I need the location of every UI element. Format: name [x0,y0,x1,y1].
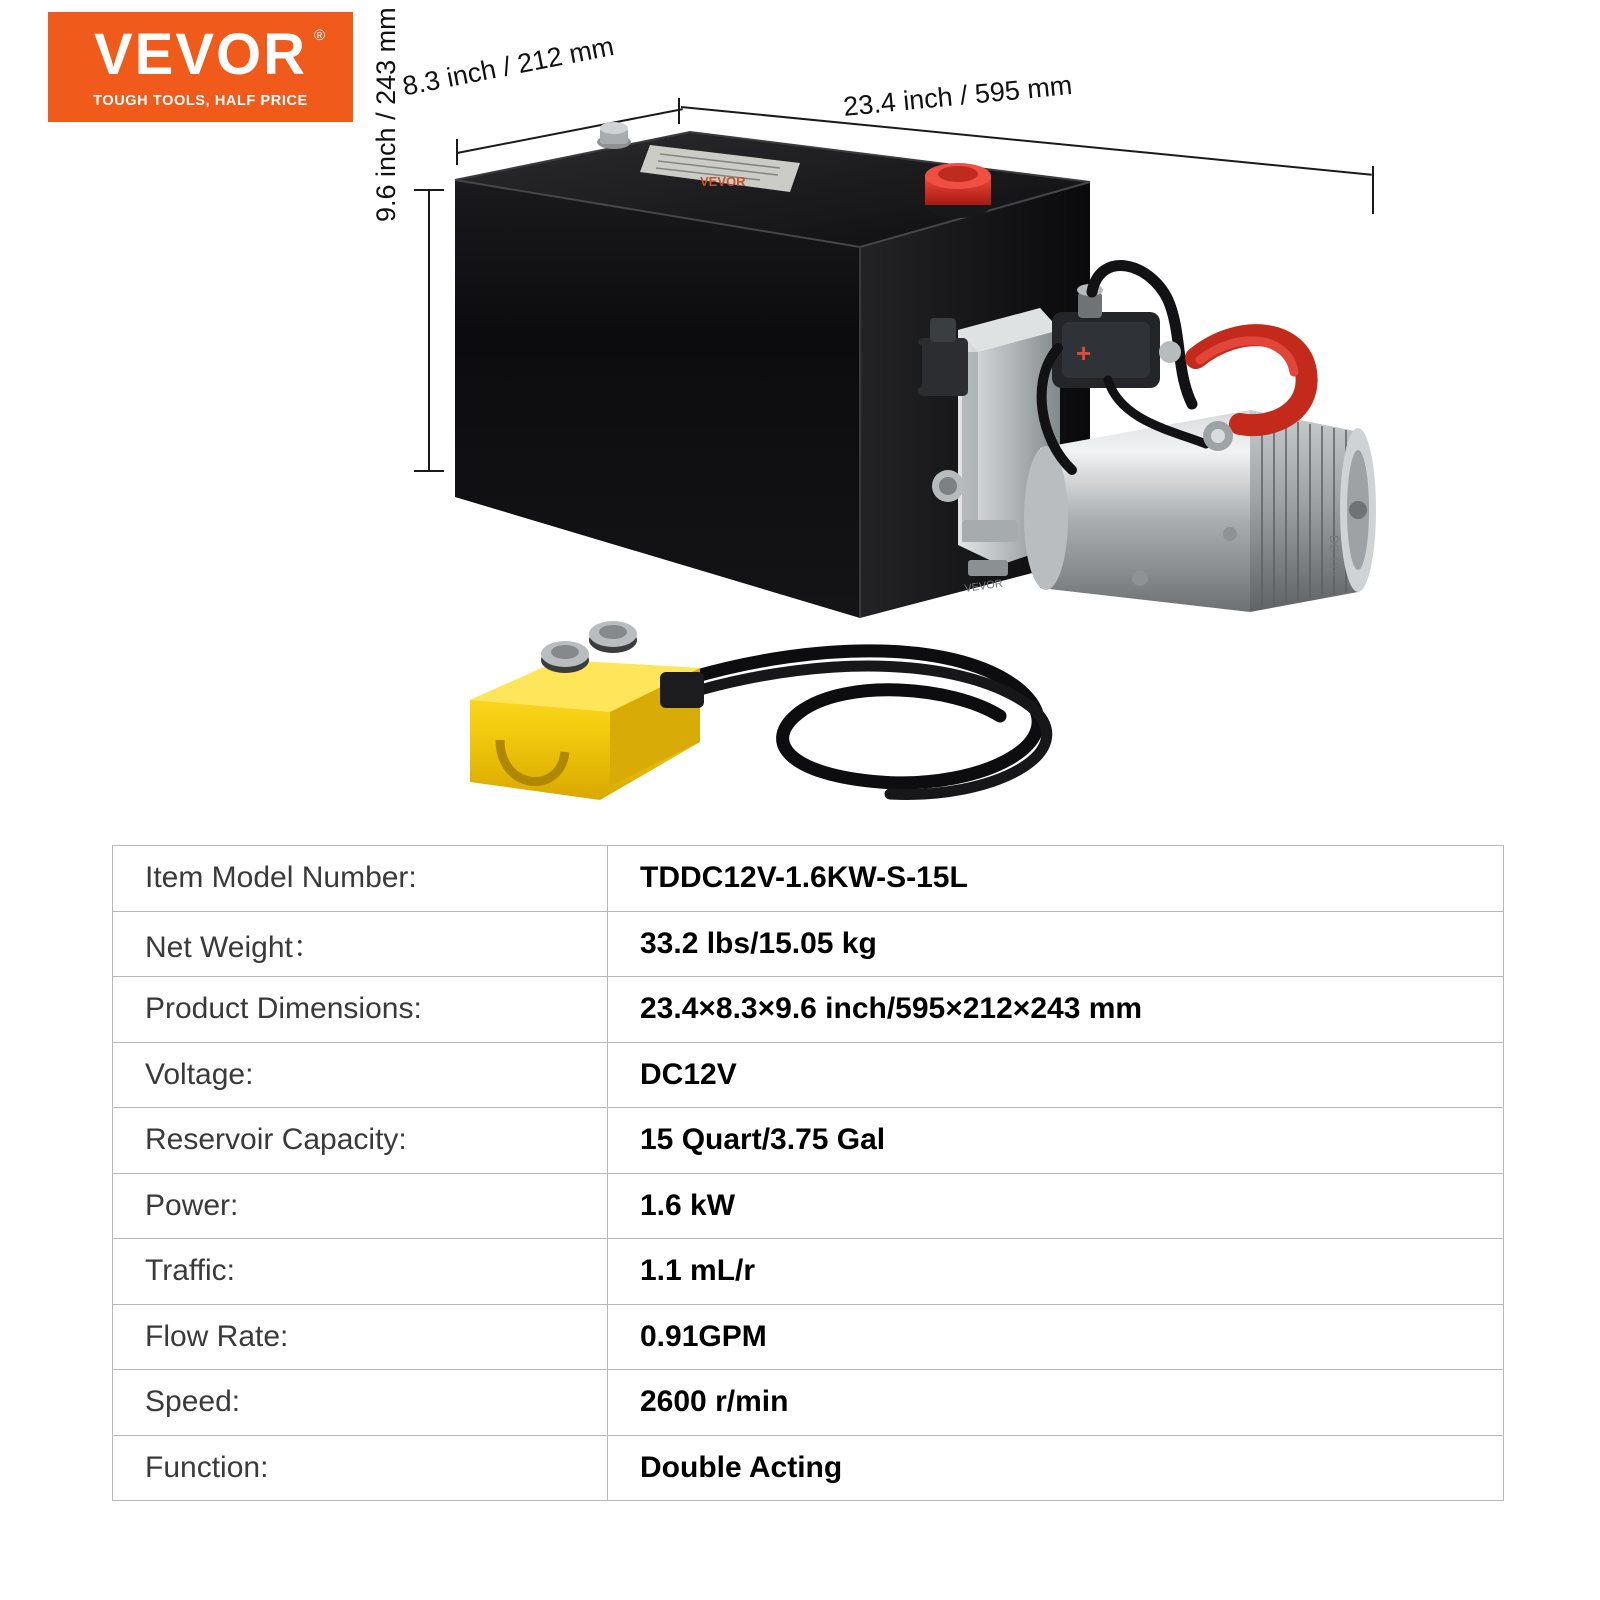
registered-mark: ® [313,26,328,44]
table-row [113,1042,1504,1108]
spec-label: Voltage: [113,1042,608,1108]
svg-text:+: + [1076,338,1092,368]
svg-text:DC 12V: DC 12V [1327,535,1341,578]
spec-label: Flow Rate: [113,1304,608,1370]
spec-label: Power: [113,1173,608,1239]
spec-label: Item Model Number: [113,846,608,912]
spec-label: Net Weight： [113,911,608,977]
table-row [113,911,1504,977]
spec-label: Reservoir Capacity: [113,1108,608,1174]
table-row [113,1304,1504,1370]
svg-text:VEVOR: VEVOR [963,577,1004,595]
table-row [113,977,1504,1043]
spec-value: 15 Quart/3.75 Gal [608,1108,1504,1174]
spec-label: Traffic: [113,1239,608,1305]
dim-label-depth: 8.3 inch / 212 mm [400,31,617,102]
table-row [113,1108,1504,1174]
spec-value: Double Acting [608,1435,1504,1501]
table-row [113,1370,1504,1436]
spec-value: 23.4×8.3×9.6 inch/595×212×243 mm [608,977,1504,1043]
table-row [113,1173,1504,1239]
spec-value: TDDC12V-1.6KW-S-15L [608,846,1504,912]
spec-value: 33.2 lbs/15.05 kg [608,911,1504,977]
dim-label-length: 23.4 inch / 595 mm [842,69,1074,122]
specification-table [112,845,1504,1501]
brand-name: VEVOR ® [93,21,328,87]
spec-label: Function: [113,1435,608,1501]
table-row [113,1435,1504,1501]
table-row [113,846,1504,912]
spec-value: 1.1 mL/r [608,1239,1504,1305]
dim-label-height: 9.6 inch / 243 mm [371,7,401,222]
table-row [113,1239,1504,1305]
spec-label: Speed: [113,1370,608,1436]
svg-text:VEVOR: VEVOR [700,174,746,189]
spec-value: 1.6 kW [608,1173,1504,1239]
spec-value: DC12V [608,1042,1504,1108]
brand-tagline: TOUGH TOOLS, HALF PRICE [93,92,308,109]
spec-value: 2600 r/min [608,1370,1504,1436]
spec-label: Product Dimensions: [113,977,608,1043]
spec-value: 0.91GPM [608,1304,1504,1370]
